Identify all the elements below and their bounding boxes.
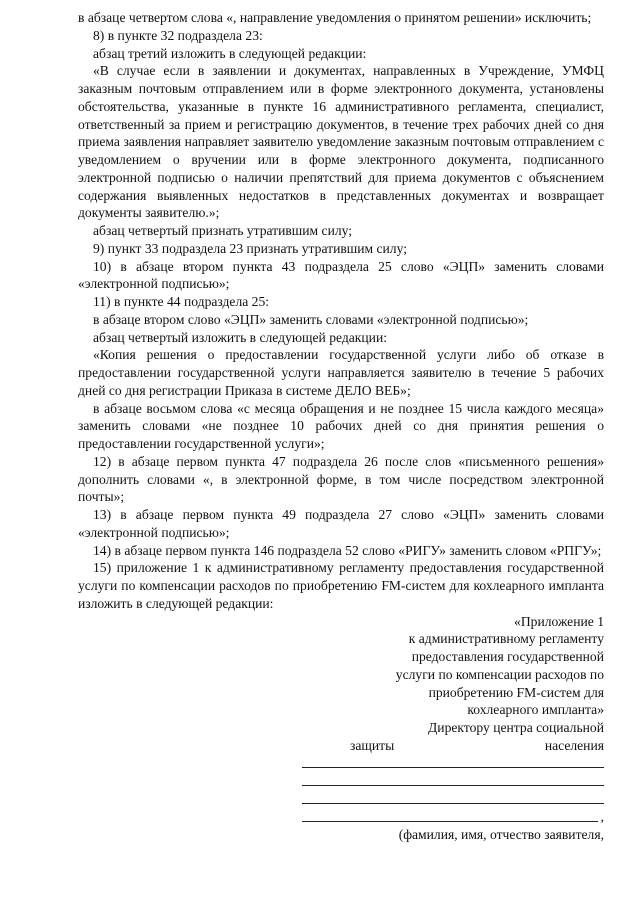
document-page xyxy=(78,9,604,857)
paragraph: в абзаце четвертом слова «, направление уведомления о принятом решении» исключить; xyxy=(78,10,592,25)
paragraph: абзац третий изложить в следующей редакции: xyxy=(93,45,367,61)
paragraph: 9) пункт 33 подраздела 23 признать утратившим силу; xyxy=(93,240,407,256)
paragraph: 11) в пункте 44 подраздела 25: xyxy=(93,294,270,309)
blank-line xyxy=(302,755,604,773)
blank-line-with-comma xyxy=(302,808,604,826)
addressee-line: Директору центра социальной xyxy=(428,720,604,735)
blank-caption: (фамилия, имя, отчество заявителя, xyxy=(398,826,604,842)
paragraph: в абзаце восьмом слова «с месяца обращения и не позднее 15 числа каждого месяца» заменить словами «не позднее 10 рабочих дней со дня принятия решения о предоставлении государственной услуги»; xyxy=(78,400,604,451)
blank-line xyxy=(302,790,604,808)
spread-left-word: защиты xyxy=(350,737,395,753)
paragraph: 10) в абзаце втором пункта 43 подраздела 25 слово «ЭЦП» заменить словами «электронной подписью»; xyxy=(78,258,604,292)
appendix-subtitle-line: приобретению FM-систем для xyxy=(428,684,604,700)
blank-line xyxy=(302,772,604,790)
paragraph: в абзаце втором слово «ЭЦП» заменить словами «электронной подписью»; xyxy=(93,311,529,327)
appendix-subtitle-line: к административному регламенту xyxy=(408,631,604,647)
paragraph: «В случае если в заявлении и документах, направленных в Учреждение, УМФЦ заказным почтовым отправлением или в форме электронного документа, установлены обстоятельства, указанные в пункте 16 административного регламента, специалист, ответственный за прием и регистрацию документов, в течение трех рабочих дней со дня приема заявления направляет заявителю уведомление заказным почтовым отправлением с уведомлением о вручении или в форме электронного документа, подписанного электронной подписью о наличии препятствий для приема документов с объяснением содержания выявленных недостатков в представленных документах и возвращает документы заявителю.»; xyxy=(78,63,604,221)
document-body xyxy=(78,9,604,613)
paragraph: 14) в абзаце первом пункта 146 подраздела 52 слово «РИГУ» заменить словом «РПГУ»; xyxy=(93,542,602,558)
appendix-subtitle xyxy=(78,630,604,719)
appendix-subtitle-line: услуги по компенсации расходов по xyxy=(395,666,604,682)
comma: , xyxy=(600,808,604,824)
spread-right-word: населения xyxy=(544,737,604,753)
paragraph: 12) в абзаце первом пункта 47 подраздела 26 после слов «письменного решения» дополнить словами «, в электронной форме, в том числе посредством электронной почты»; xyxy=(78,453,604,505)
paragraph: абзац четвертый признать утратившим силу; xyxy=(93,223,353,238)
appendix-subtitle-line: кохлеарного импланта» xyxy=(467,702,604,718)
addressee-spread-line xyxy=(350,737,604,755)
paragraph: 13) в абзаце первом пункта 49 подраздела 27 слово «ЭЦП» заменить словами «электронной подписью»; xyxy=(78,507,604,540)
paragraph: абзац четвертый изложить в следующей редакции: xyxy=(93,329,388,345)
paragraph: 15) приложение 1 к административному регламенту предоставления государственной услуги по компенсации расходов по приобретению FM-систем для кохлеарного импланта изложить в следующей редакции: xyxy=(78,560,604,611)
paragraph: 8) в пункте 32 подраздела 23: xyxy=(93,27,263,43)
appendix-header xyxy=(78,613,604,844)
appendix-heading: «Приложение 1 xyxy=(514,613,604,629)
paragraph: «Копия решения о предоставлении государственной услуги либо об отказе в предоставлении государственной услуги направляется заявителю в течение 5 рабочих дней со дня регистрации Приказа в системе ДЕЛО ВЕБ»; xyxy=(78,347,604,398)
appendix-subtitle-line: предоставления государственной xyxy=(411,649,604,664)
